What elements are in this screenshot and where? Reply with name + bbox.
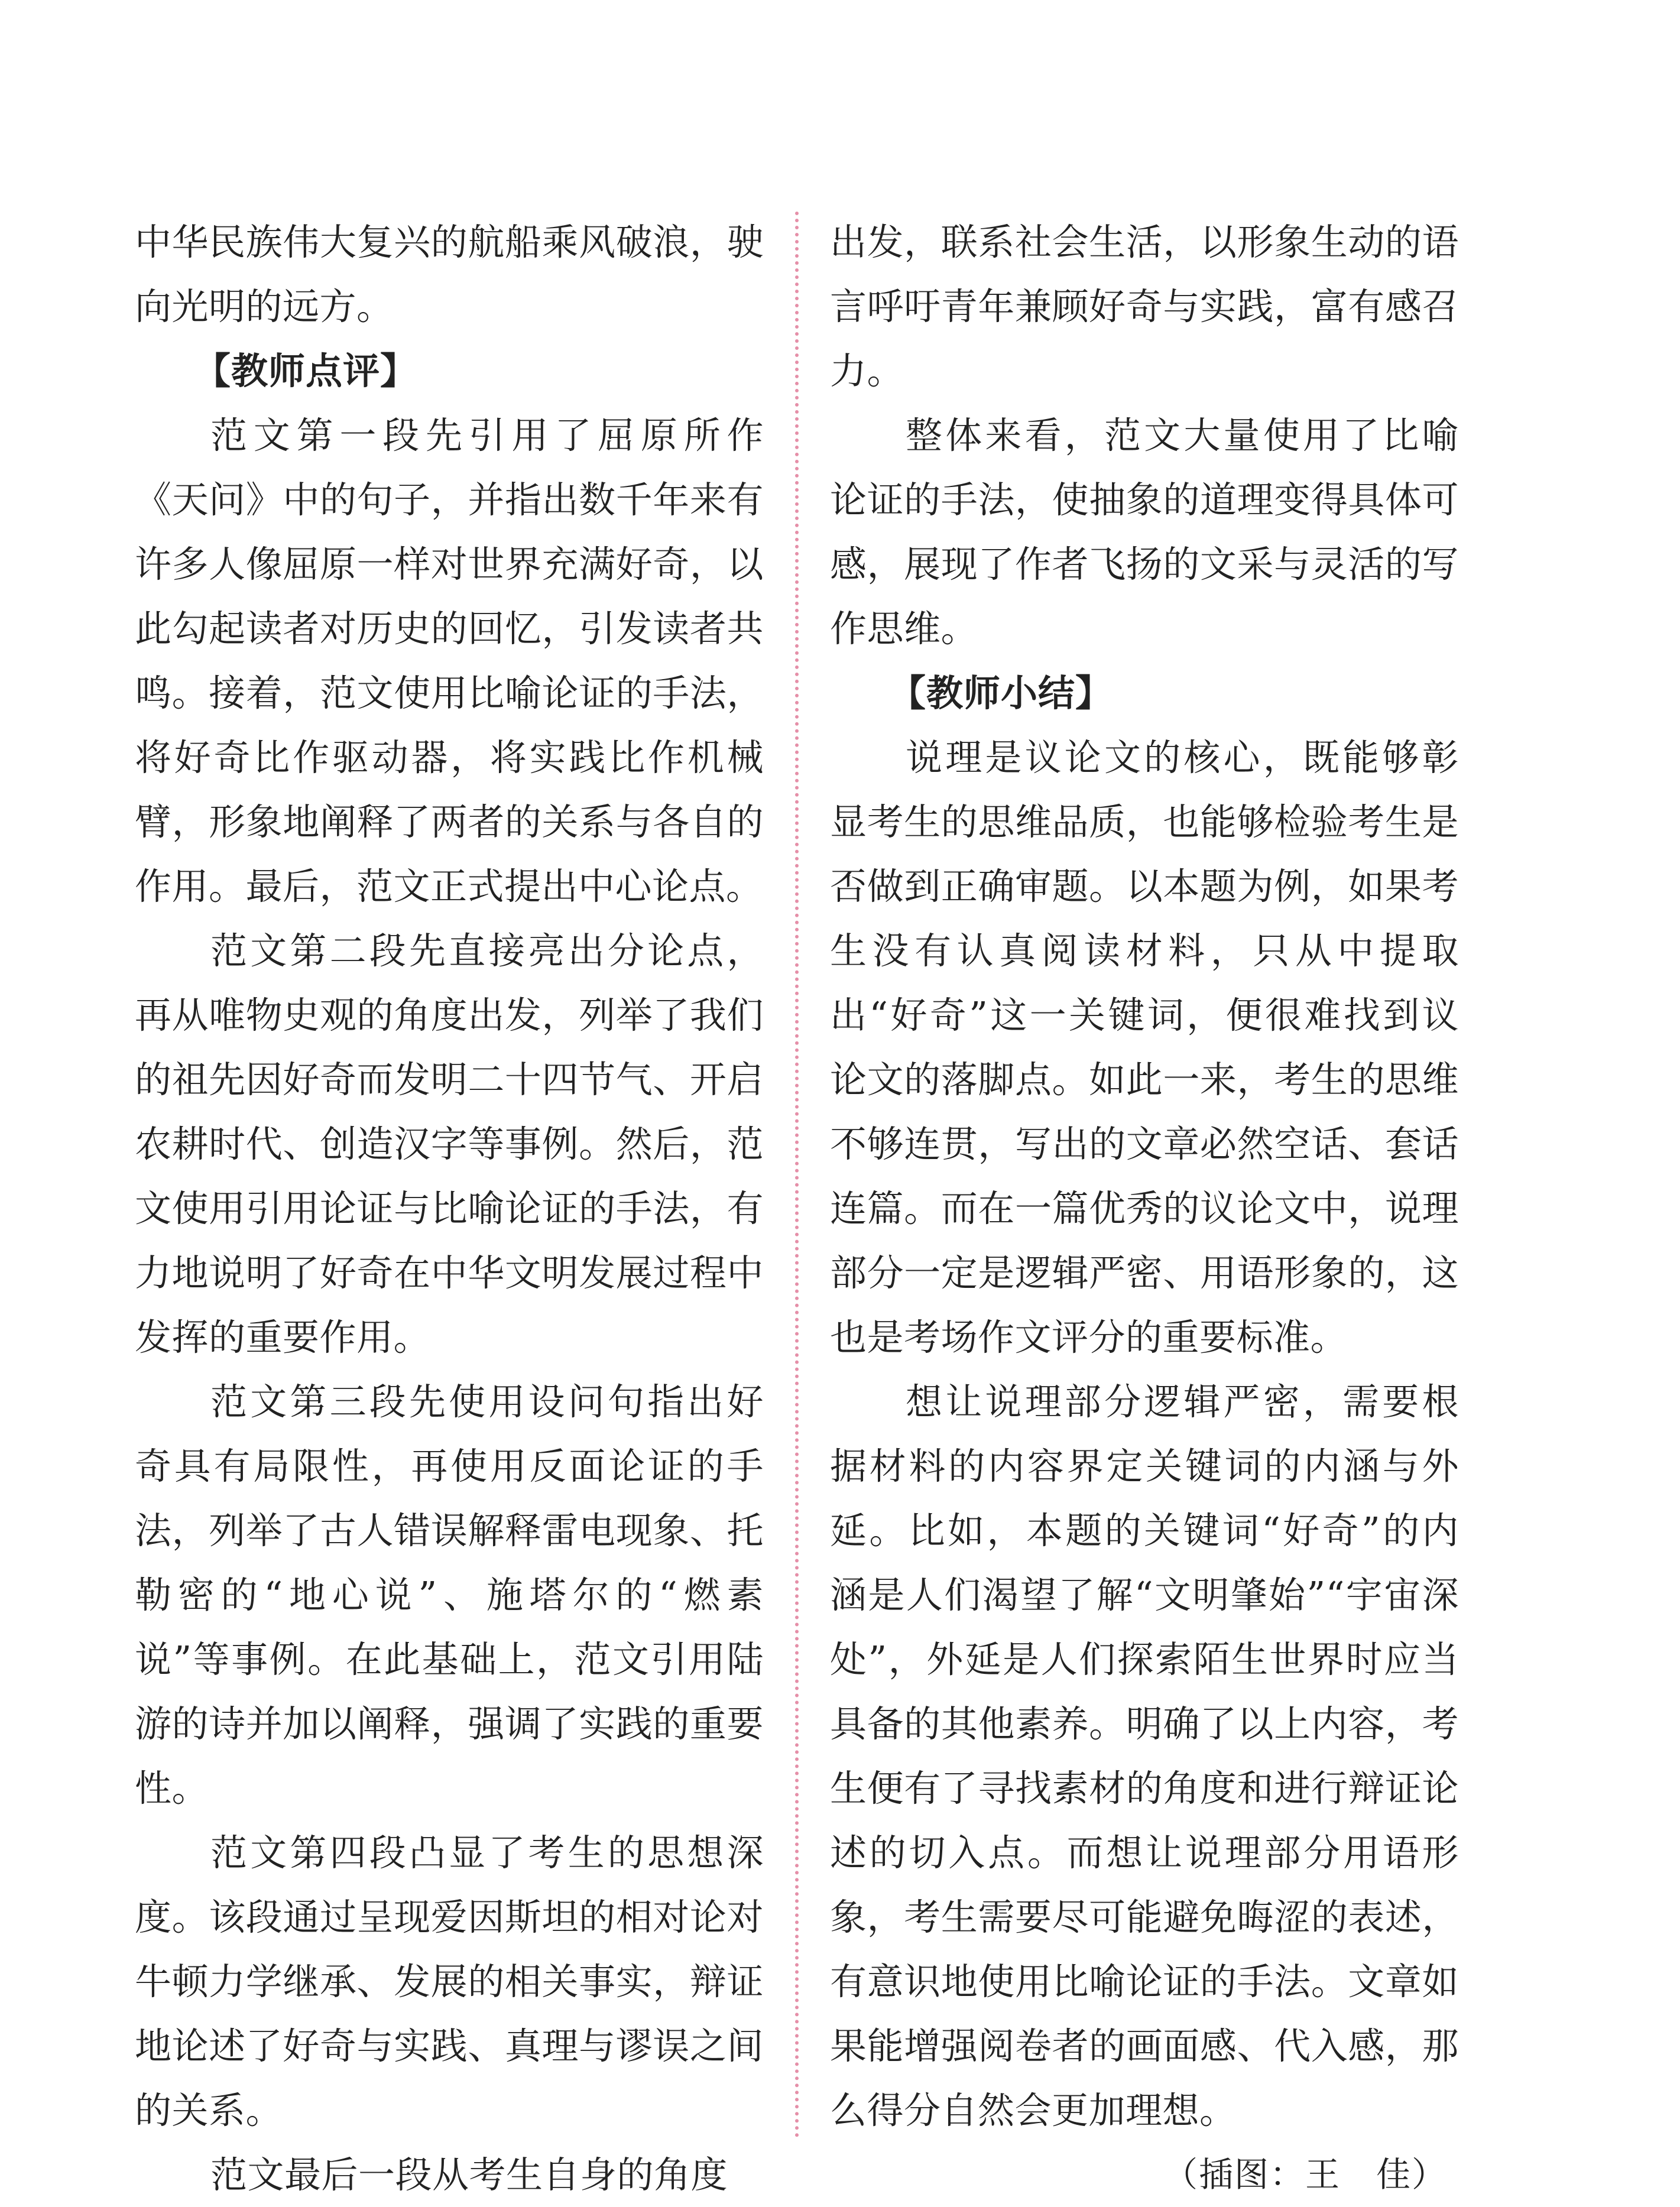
comment-paragraph-5: 范文最后一段从考生自身的角度 bbox=[210, 2153, 728, 2196]
comment-paragraph-2: 范文第二段先直接亮出分论点，再从唯物史观的角度出发，列举了我们的祖先因好奇而发明二十四节气、开启农耕时代、创造汉字等事例。然后，范文使用引用论证与比喻论证的手法，有力地说明了好奇在中华文明发展过程中发挥的重要作用。 bbox=[135, 929, 764, 1359]
illustration-credit: （插图：王 佳） bbox=[1163, 2154, 1447, 2195]
summary-paragraph-1: 说理是议论文的核心，既能够彰显考生的思维品质，也能够检验考生是否做到正确审题。以本题为例，如果考生没有认真阅读材料，只从中提取出“好奇”这一关键词，便很难找到议论文的落脚点。如此一来，考生的思维不够连贯，写出的文章必然空话、套话连篇。而在一篇优秀的议论文中，说理部分一定是逻辑严密、用语形象的，这也是考场作文评分的重要标准。 bbox=[830, 736, 1459, 1359]
teacher-summary-heading: 【教师小结】 bbox=[889, 671, 1113, 715]
column-divider bbox=[795, 212, 799, 2138]
left-column bbox=[135, 210, 764, 2207]
comment-paragraph-1: 范文第一段先引用了屈原所作《天问》中的句子，并指出数千年来有许多人像屈原一样对世界充满好奇，以此勾起读者对历史的回忆，引发读者共鸣。接着，范文使用比喻论证的手法，将好奇比作驱动器，将实践比作机械臂，形象地阐释了两者的关系与各自的作用。最后，范文正式提出中心论点。 bbox=[135, 414, 764, 908]
comment-paragraph-4: 范文第四段凸显了考生的思想深度。该段通过呈现爱因斯坦的相对论对牛顿力学继承、发展的相关事实，辩证地论述了好奇与实践、真理与谬误之间的关系。 bbox=[135, 1831, 764, 2132]
left-continuation-paragraph: 中华民族伟大复兴的航船乘风破浪，驶向光明的远方。 bbox=[135, 220, 764, 328]
overall-paragraph: 整体来看，范文大量使用了比喻论证的手法，使抽象的道理变得具体可感，展现了作者飞扬的文采与灵活的写作思维。 bbox=[830, 414, 1459, 650]
summary-paragraph-2: 想让说理部分逻辑严密，需要根据材料的内容界定关键词的内涵与外延。比如，本题的关键词“好奇”的内涵是人们渴望了解“文明肇始”“宇宙深处”，外延是人们探索陌生世界时应当具备的其他素养。明确了以上内容，考生便有了寻找素材的角度和进行辩证论述的切入点。而想让说理部分用语形象，考生需要尽可能避免晦涩的表述，有意识地使用比喻论证的手法。文章如果能增强阅卷者的画面感、代入感，那么得分自然会更加理想。 bbox=[830, 1380, 1459, 2132]
right-column bbox=[830, 210, 1459, 2207]
comment-paragraph-3: 范文第三段先使用设问句指出好奇具有局限性，再使用反面论证的手法，列举了古人错误解释雷电现象、托勒密的“地心说”、施塔尔的“燃素说”等事例。在此基础上，范文引用陆游的诗并加以阐释，强调了实践的重要性。 bbox=[135, 1380, 764, 1810]
teacher-comment-heading: 【教师点评】 bbox=[194, 349, 418, 392]
right-continuation-paragraph: 出发，联系社会生活，以形象生动的语言呼吁青年兼顾好奇与实践，富有感召力。 bbox=[830, 220, 1459, 392]
